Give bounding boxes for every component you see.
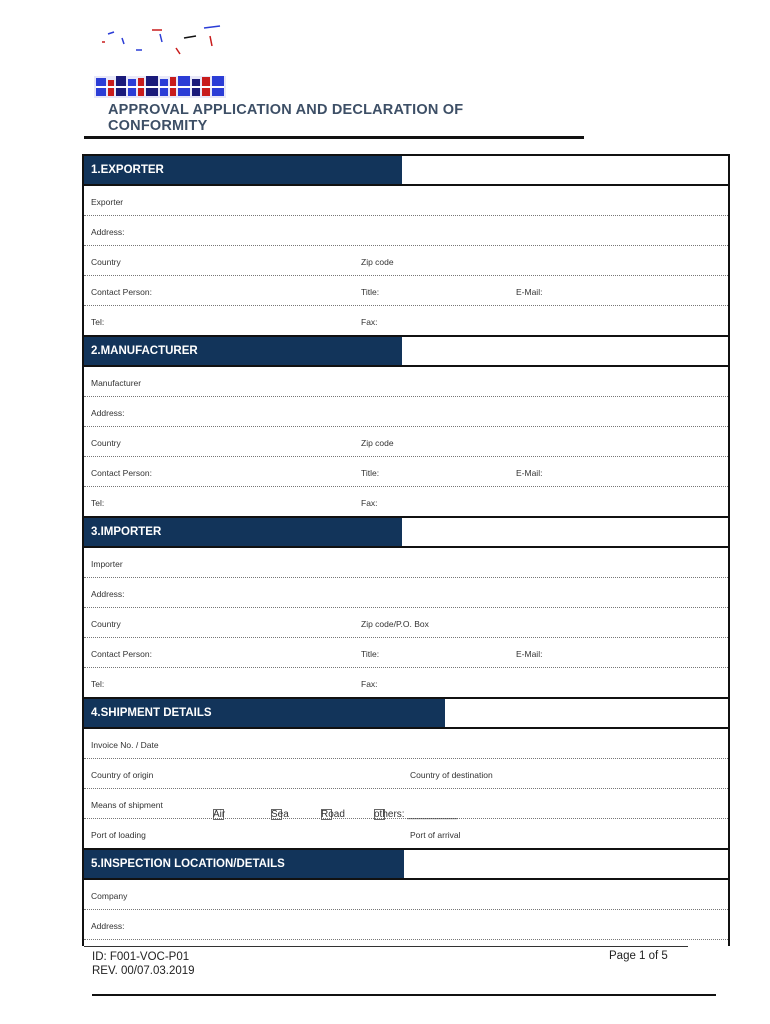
fax-label: Fax:	[361, 317, 378, 327]
tel-label: Tel:	[91, 498, 105, 508]
address-label: Address:	[91, 921, 125, 931]
contact-label: Contact Person:	[91, 468, 152, 478]
address-label: Address:	[91, 227, 125, 237]
document-id: ID: F001-VOC-P01	[92, 951, 190, 963]
section-exporter	[84, 156, 728, 186]
exporter-label: Exporter	[91, 197, 124, 207]
title-rule	[84, 136, 584, 139]
email-label: E-Mail:	[516, 287, 543, 297]
section-heading: 2.MANUFACTURER	[84, 337, 402, 365]
section-shipment	[84, 699, 728, 729]
application-form	[82, 154, 730, 946]
exporter-address-row[interactable]	[84, 216, 728, 246]
section-heading: 5.INSPECTION LOCATION/DETAILS	[84, 850, 404, 878]
exporter-row[interactable]	[84, 186, 728, 216]
origin-label: Country of origin	[91, 770, 154, 780]
zip-label: Zip code	[361, 257, 394, 267]
company-logo	[92, 24, 228, 102]
country-label: Country	[91, 257, 121, 267]
country-label: Country	[91, 619, 121, 629]
section-manufacturer	[84, 337, 728, 367]
means-label: Means of shipment	[91, 800, 163, 810]
contact-label: Contact Person:	[91, 649, 152, 659]
others-label: others: _________	[374, 809, 458, 820]
zip-label: Zip code/P.O. Box	[361, 619, 429, 629]
footer-divider	[84, 946, 688, 947]
page-number: Page 1 of 5	[609, 950, 668, 962]
manufacturer-label: Manufacturer	[91, 378, 142, 388]
importer-row[interactable]	[84, 548, 728, 578]
section-heading: 3.IMPORTER	[84, 518, 402, 546]
title-label: Title:	[361, 468, 380, 478]
inspection-address-row[interactable]	[84, 910, 728, 940]
fax-label: Fax:	[361, 498, 378, 508]
fax-label: Fax:	[361, 679, 378, 689]
origin-row[interactable]	[84, 759, 728, 789]
company-row[interactable]	[84, 880, 728, 910]
destination-label: Country of destination	[410, 770, 493, 780]
title-label: Title:	[361, 649, 380, 659]
manufacturer-address-row[interactable]	[84, 397, 728, 427]
importer-contact-row[interactable]	[84, 638, 728, 668]
section-inspection	[84, 850, 728, 880]
address-label: Address:	[91, 408, 125, 418]
section-heading: 1.EXPORTER	[84, 156, 402, 184]
arrival-label: Port of arrival	[410, 830, 461, 840]
tel-label: Tel:	[91, 679, 105, 689]
invoice-row[interactable]	[84, 729, 728, 759]
manufacturer-contact-row[interactable]	[84, 457, 728, 487]
exporter-country-row[interactable]	[84, 246, 728, 276]
importer-country-row[interactable]	[84, 608, 728, 638]
exporter-contact-row[interactable]	[84, 276, 728, 306]
manufacturer-tel-row[interactable]	[84, 487, 728, 518]
company-label: Company	[91, 891, 128, 901]
footer-rule	[92, 994, 716, 996]
country-label: Country	[91, 438, 121, 448]
port-row[interactable]	[84, 819, 728, 850]
tel-label: Tel:	[91, 317, 105, 327]
address-label: Address:	[91, 589, 125, 599]
invoice-label: Invoice No. / Date	[91, 740, 159, 750]
contact-label: Contact Person:	[91, 287, 152, 297]
email-label: E-Mail:	[516, 649, 543, 659]
road-label: Road	[321, 809, 345, 820]
manufacturer-row[interactable]	[84, 367, 728, 397]
importer-address-row[interactable]	[84, 578, 728, 608]
email-label: E-Mail:	[516, 468, 543, 478]
exporter-tel-row[interactable]	[84, 306, 728, 337]
loading-label: Port of loading	[91, 830, 146, 840]
document-revision: REV. 00/07.03.2019	[92, 965, 195, 977]
footer-document-id	[92, 950, 195, 978]
manufacturer-country-row[interactable]	[84, 427, 728, 457]
section-importer	[84, 518, 728, 548]
means-row	[84, 789, 728, 819]
importer-tel-row[interactable]	[84, 668, 728, 699]
importer-label: Importer	[91, 559, 123, 569]
zip-label: Zip code	[361, 438, 394, 448]
title-label: Title:	[361, 287, 380, 297]
air-label: Air	[213, 809, 226, 820]
sea-label: Sea	[271, 809, 289, 820]
document-title: APPROVAL APPLICATION AND DECLARATION OF CONFORMITY	[108, 102, 464, 134]
section-heading: 4.SHIPMENT DETAILS	[84, 699, 445, 727]
